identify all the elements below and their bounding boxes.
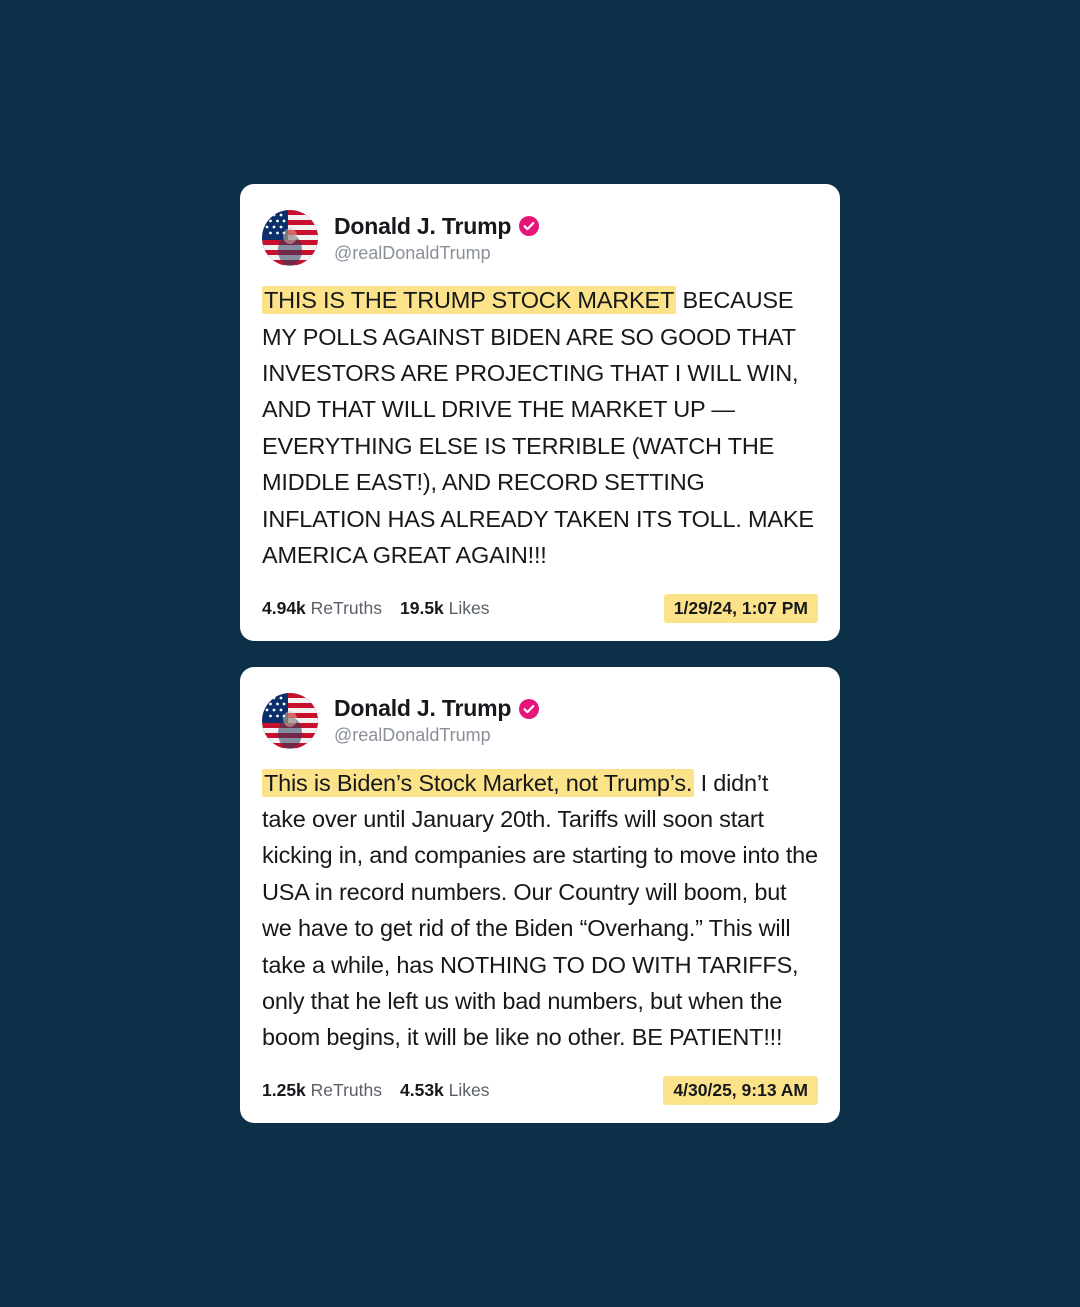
post-header [262, 210, 818, 266]
post-highlight: THIS IS THE TRUMP STOCK MARKET [264, 287, 675, 314]
post-highlight: This is Biden’s Stock Market, not Trump’s. [264, 769, 693, 796]
post-card[interactable] [240, 184, 840, 640]
author-name-row [334, 695, 539, 721]
retruths-stat[interactable] [262, 1080, 382, 1101]
likes-stat[interactable] [400, 598, 490, 619]
retruths-count: 1.25k [262, 1079, 306, 1100]
retruths-stat[interactable] [262, 598, 382, 619]
likes-count: 19.5k [400, 597, 444, 618]
retruths-label: ReTruths [310, 597, 382, 618]
post-card[interactable] [240, 667, 840, 1123]
post-text: BECAUSE MY POLLS AGAINST BIDEN ARE SO GOOD THAT INVESTORS ARE PROJECTING THAT I WILL WIN, AND THAT WILL DRIVE THE MARKET UP — EVERYTHING ELSE IS TERRIBLE (WATCH THE MIDDLE EAST!), AND RECORD SETTING INFLATION HAS ALREADY TAKEN ITS TOLL. MAKE AMERICA GREAT AGAIN!!! [262, 287, 814, 569]
post-footer [262, 1076, 818, 1105]
us-flag-avatar-icon[interactable] [262, 693, 318, 749]
us-flag-avatar-icon[interactable] [262, 210, 318, 266]
post-body [262, 765, 818, 1056]
retruths-label: ReTruths [310, 1079, 382, 1100]
likes-stat[interactable] [400, 1080, 490, 1101]
post-body [262, 282, 818, 573]
post-timestamp: 1/29/24, 1:07 PM [664, 594, 818, 623]
likes-label: Likes [448, 597, 490, 618]
post-header [262, 693, 818, 749]
author-name-row [334, 213, 539, 239]
verified-badge-icon [519, 699, 539, 719]
post-footer [262, 594, 818, 623]
author-display-name: Donald J. Trump [334, 213, 512, 240]
likes-count: 4.53k [400, 1079, 444, 1100]
post-text: I didn’t take over until January 20th. Tariffs will soon start kicking in, and companies are starting to move into the USA in record numbers. Our Country will boom, but we have to get rid of the Biden “Overhang.” This will take a while, has NOTHING TO DO WITH TARIFFS, only that he left us with bad numbers, but when the boom begins, it will be like no other. BE PATIENT!!! [262, 769, 818, 1051]
author-identity [334, 695, 539, 745]
retruths-count: 4.94k [262, 597, 306, 618]
author-display-name: Donald J. Trump [334, 695, 512, 722]
author-handle[interactable]: @realDonaldTrump [334, 242, 491, 263]
author-identity [334, 213, 539, 263]
author-handle[interactable]: @realDonaldTrump [334, 724, 491, 745]
likes-label: Likes [448, 1079, 490, 1100]
post-timestamp: 4/30/25, 9:13 AM [663, 1076, 818, 1105]
verified-badge-icon [519, 216, 539, 236]
